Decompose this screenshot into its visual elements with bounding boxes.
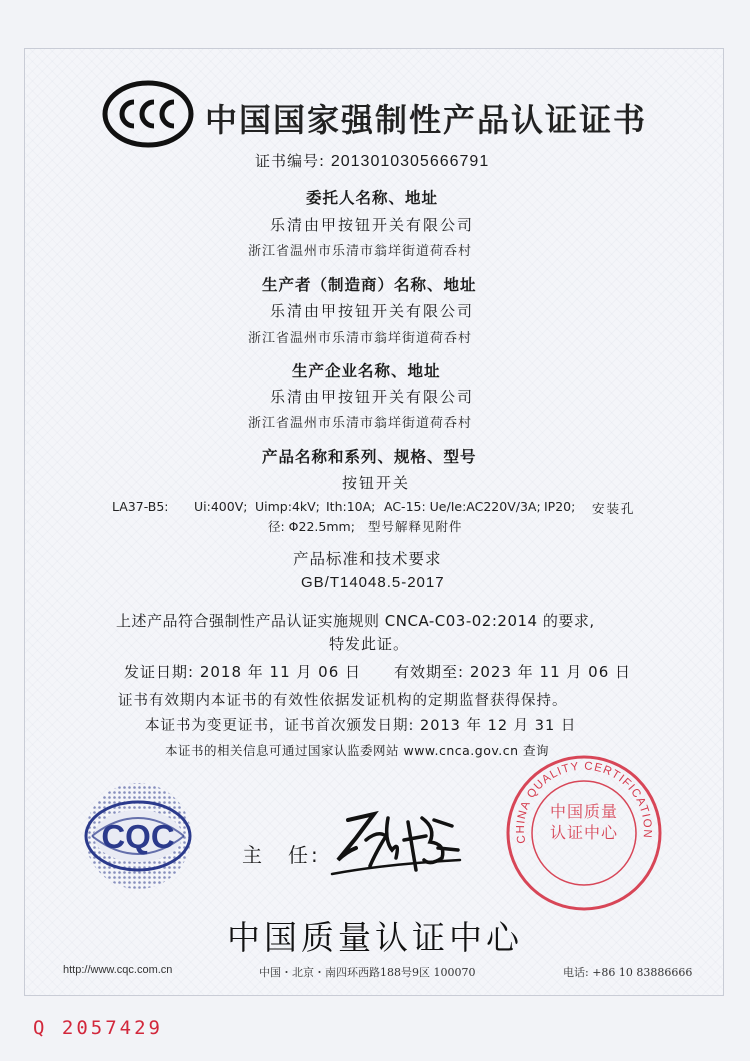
issue-date-value: 2018 年 11 月 06 日 — [199, 663, 362, 681]
footer-phone: 电话: +86 10 83886666 — [563, 966, 693, 979]
spec-mount-a: 安装孔 — [592, 501, 636, 516]
statement-line-2: 特发此证。 — [329, 635, 410, 653]
seal-center-text: 中国质量认证中心 — [549, 802, 618, 842]
statement-line-1: 上述产品符合强制性产品认证实施规则 CNCA-C03-02:2014 的要求, — [116, 612, 595, 630]
validity-note: 证书有效期内本证书的有效性依据发证机构的定期监督获得保持。 — [118, 693, 568, 709]
standard-value: GB/T14048.5-2017 — [301, 574, 445, 591]
spec-model: LA37-B5: — [112, 499, 169, 514]
signature-graphic — [326, 800, 466, 880]
issuing-organization: 中国质量认证中心 — [227, 918, 523, 957]
client-address: 浙江省温州市乐清市翁垟街道荷呑村 — [248, 244, 473, 259]
ccc-logo — [102, 80, 194, 148]
ccc-logo-graphic — [102, 80, 194, 148]
certificate-serial: Q 2057429 — [33, 1017, 163, 1039]
change-note: 本证书为变更证书，证书首次颁发日期: 2013 年 12 月 31 日 — [145, 718, 577, 734]
footer-url: http://www.cqc.com.cn — [63, 964, 173, 976]
spec-uimp: Uimp:4kV; — [255, 499, 320, 514]
expiry-date — [394, 661, 631, 682]
client-heading: 委托人名称、地址 — [306, 189, 439, 207]
spec-ip: IP20; — [544, 499, 576, 514]
product-name: 按钮开关 — [342, 474, 411, 492]
certificate-number — [255, 150, 489, 171]
director-label: 主 任: — [242, 843, 321, 867]
spec-ac15: AC-15: Ue/Ie:AC220V/3A; — [384, 499, 541, 514]
spec-ith: Ith:10A; — [326, 499, 376, 514]
cqc-logo-text: CQC — [101, 818, 175, 855]
seal-ring-text: CHINA QUALITY CERTIFICATION — [514, 760, 654, 845]
cert-number-value: 2013010305666791 — [330, 153, 490, 170]
manufacturer-heading: 生产者（制造商）名称、地址 — [262, 276, 477, 294]
manufacturer-name: 乐清由甲按钮开关有限公司 — [270, 302, 475, 320]
issue-date-label: 发证日期: — [124, 663, 195, 681]
spec-note: 型号解释见附件 — [368, 519, 463, 534]
manufacturer-address: 浙江省温州市乐清市翁垟街道荷呑村 — [248, 331, 473, 346]
cert-number-label: 证书编号: — [255, 152, 326, 170]
product-heading: 产品名称和系列、规格、型号 — [262, 448, 477, 466]
factory-name: 乐清由甲按钮开关有限公司 — [270, 388, 475, 406]
factory-address: 浙江省温州市乐清市翁垟街道荷呑村 — [248, 416, 473, 431]
expiry-date-value: 2023 年 11 月 06 日 — [469, 663, 632, 681]
cqc-logo — [82, 780, 194, 892]
client-name: 乐清由甲按钮开关有限公司 — [270, 216, 475, 234]
director-signature — [326, 800, 466, 880]
standard-heading: 产品标准和技术要求 — [293, 550, 442, 568]
spec-mount-b: 径: Φ22.5mm; — [268, 519, 355, 534]
certificate-title: 中国国家强制性产品认证证书 — [205, 101, 648, 139]
expiry-date-label: 有效期至: — [394, 663, 465, 681]
official-seal — [504, 753, 664, 913]
issue-date — [124, 661, 361, 682]
website-note: 本证书的相关信息可通过国家认监委网站 www.cnca.gov.cn 查询 — [165, 743, 550, 758]
factory-heading: 生产企业名称、地址 — [292, 362, 441, 380]
spec-ui: Ui:400V; — [194, 499, 248, 514]
footer-address: 中国・北京・南四环西路188号9区 100070 — [259, 966, 476, 979]
